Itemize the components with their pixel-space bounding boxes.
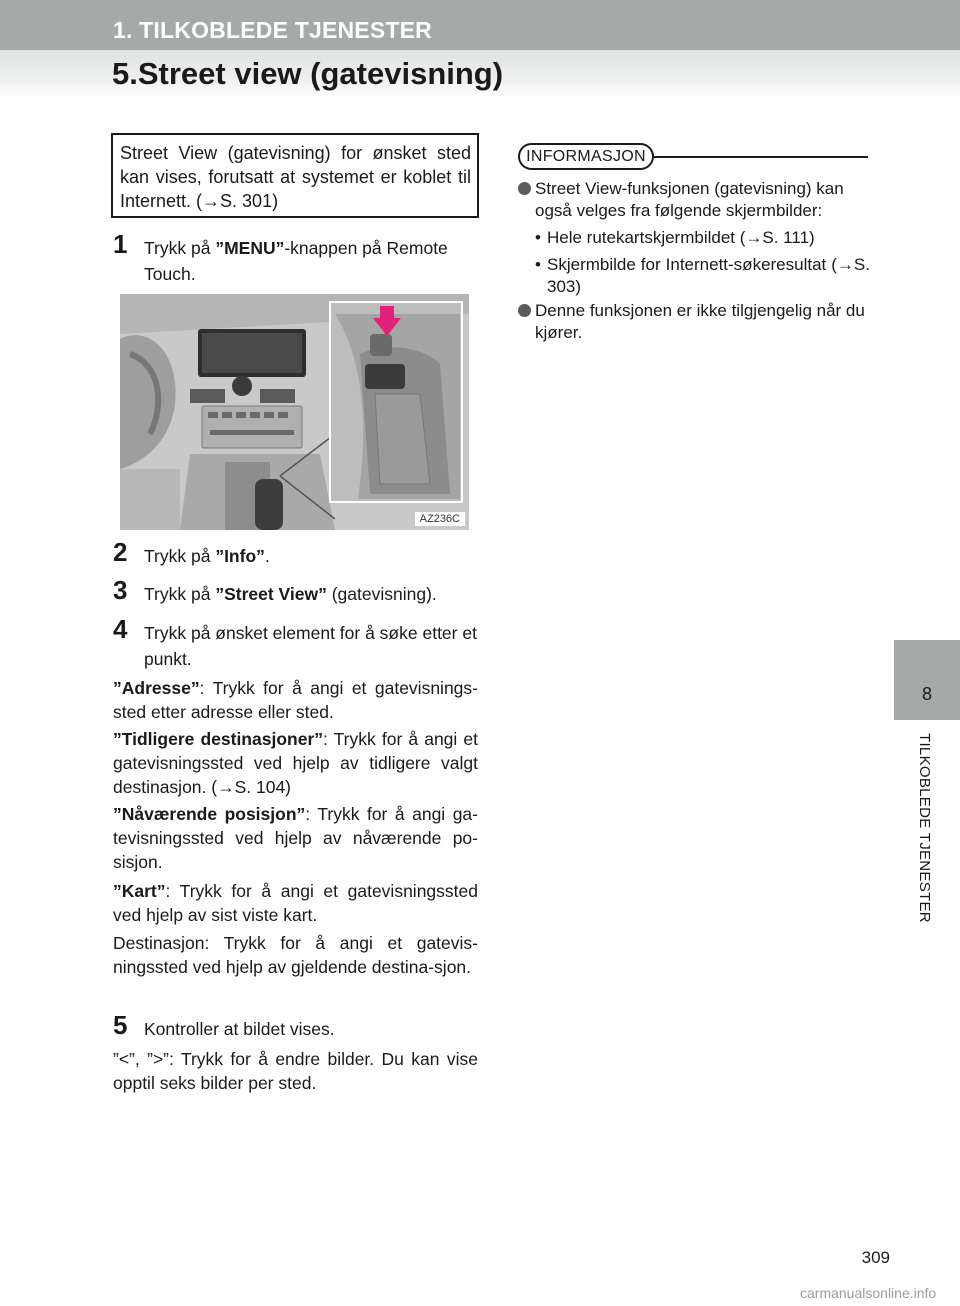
- info-sub-item-text: Skjermbilde for Internett-søkeresultat (→S. 303): [547, 255, 870, 296]
- step-2: [113, 537, 478, 569]
- step-key: ”Street View”: [215, 584, 327, 604]
- info-item: [518, 178, 870, 222]
- bullet-icon: [518, 304, 531, 317]
- option-text: : Trykk for å angi et gatevisningssted ved hjelp av tidligere valgt destinasjon. (→S. 104): [113, 729, 478, 797]
- step-number: 2: [113, 537, 128, 567]
- option-key: ”Adresse”: [113, 678, 200, 698]
- step-text-post: .: [264, 546, 270, 566]
- option-text: : Trykk for å angi ga-tevisningssted ved hjelp av nåværende po-sisjon.: [113, 804, 478, 872]
- step-4: [113, 614, 478, 672]
- option-previous-destinations: [113, 727, 478, 799]
- info-label: INFORMASJON: [518, 143, 654, 170]
- step-5: [113, 1010, 478, 1042]
- step-key: ”MENU”: [215, 238, 285, 258]
- step-key: ”Info”: [215, 546, 265, 566]
- page-number: 309: [861, 1248, 890, 1267]
- step-number: 5: [113, 1010, 128, 1040]
- step-3: [113, 575, 478, 607]
- chapter-number: 8: [921, 684, 932, 704]
- sub-bullet-icon: •: [535, 255, 541, 274]
- step-number: 4: [113, 614, 128, 644]
- step-number: 1: [113, 229, 128, 259]
- option-current-position: [113, 802, 478, 874]
- option-text: Destinasjon: Trykk for å angi et gatevis-ningssted ved hjelp av gjeldende destina-sjon.: [113, 933, 478, 977]
- step-1: [113, 229, 478, 287]
- step-text-pre: Trykk på: [144, 546, 216, 566]
- option-key: ”Nåværende posisjon”: [113, 804, 306, 824]
- step-text-pre: Trykk på: [144, 238, 216, 258]
- info-sub-item: [535, 227, 870, 249]
- chapter-side-tab: [894, 640, 960, 720]
- step-text-pre: Trykk på: [144, 584, 216, 604]
- bullet-icon: [518, 182, 531, 195]
- option-address: [113, 676, 478, 724]
- step-number: 3: [113, 575, 128, 605]
- dashboard-drawing: [120, 294, 469, 530]
- section-title: 5.Street view (gatevisning): [112, 56, 504, 91]
- image-navigation-note: ”<”, ”>”: Trykk for å endre bilder. Du kan vise opptil seks bilder per sted.: [113, 1049, 478, 1093]
- option-text: : Trykk for å angi et gatevisnings-sted etter adresse eller sted.: [113, 678, 478, 722]
- dashboard-illustration: [120, 294, 469, 530]
- figure-code: AZ236C: [415, 512, 465, 526]
- info-item-text: Street View-funksjonen (gatevisning) kan også velges fra følgende skjermbilder:: [535, 179, 844, 220]
- option-text: : Trykk for å angi et gatevisningssted ved hjelp av sist viste kart.: [113, 881, 478, 925]
- chapter-side-label: TILKOBLEDE TJENESTER: [916, 733, 933, 923]
- step-text: [113, 543, 478, 569]
- step-text: Kontroller at bildet vises.: [144, 1019, 335, 1039]
- option-key: ”Tidligere destinasjoner”: [113, 729, 323, 749]
- intro-box: Street View (gatevisning) for ønsket sted kan vises, forutsatt at systemet er koblet til Internett. (→S. 301): [111, 133, 479, 218]
- step-text: [113, 581, 478, 607]
- info-item: [518, 300, 870, 344]
- info-item-text: Denne funksjonen er ikke tilgjengelig når du kjører.: [535, 301, 865, 342]
- info-rule: [654, 156, 868, 158]
- option-map: [113, 879, 478, 927]
- option-key: ”Kart”: [113, 881, 166, 901]
- option-destination: [113, 931, 478, 979]
- step-text: [113, 235, 478, 287]
- step-text-post: (gatevisning).: [326, 584, 437, 604]
- watermark: carmanualsonline.info: [800, 1285, 937, 1301]
- info-sub-item-text: Hele rutekartskjermbildet (→S. 111): [547, 228, 815, 247]
- sub-bullet-icon: •: [535, 228, 541, 247]
- step-text: Trykk på ønsket element for å søke etter et punkt.: [144, 623, 477, 669]
- chapter-title: 1. TILKOBLEDE TJENESTER: [113, 17, 432, 43]
- step-text-post: -knappen på Remote Touch.: [144, 238, 448, 284]
- info-sub-item: [535, 254, 870, 298]
